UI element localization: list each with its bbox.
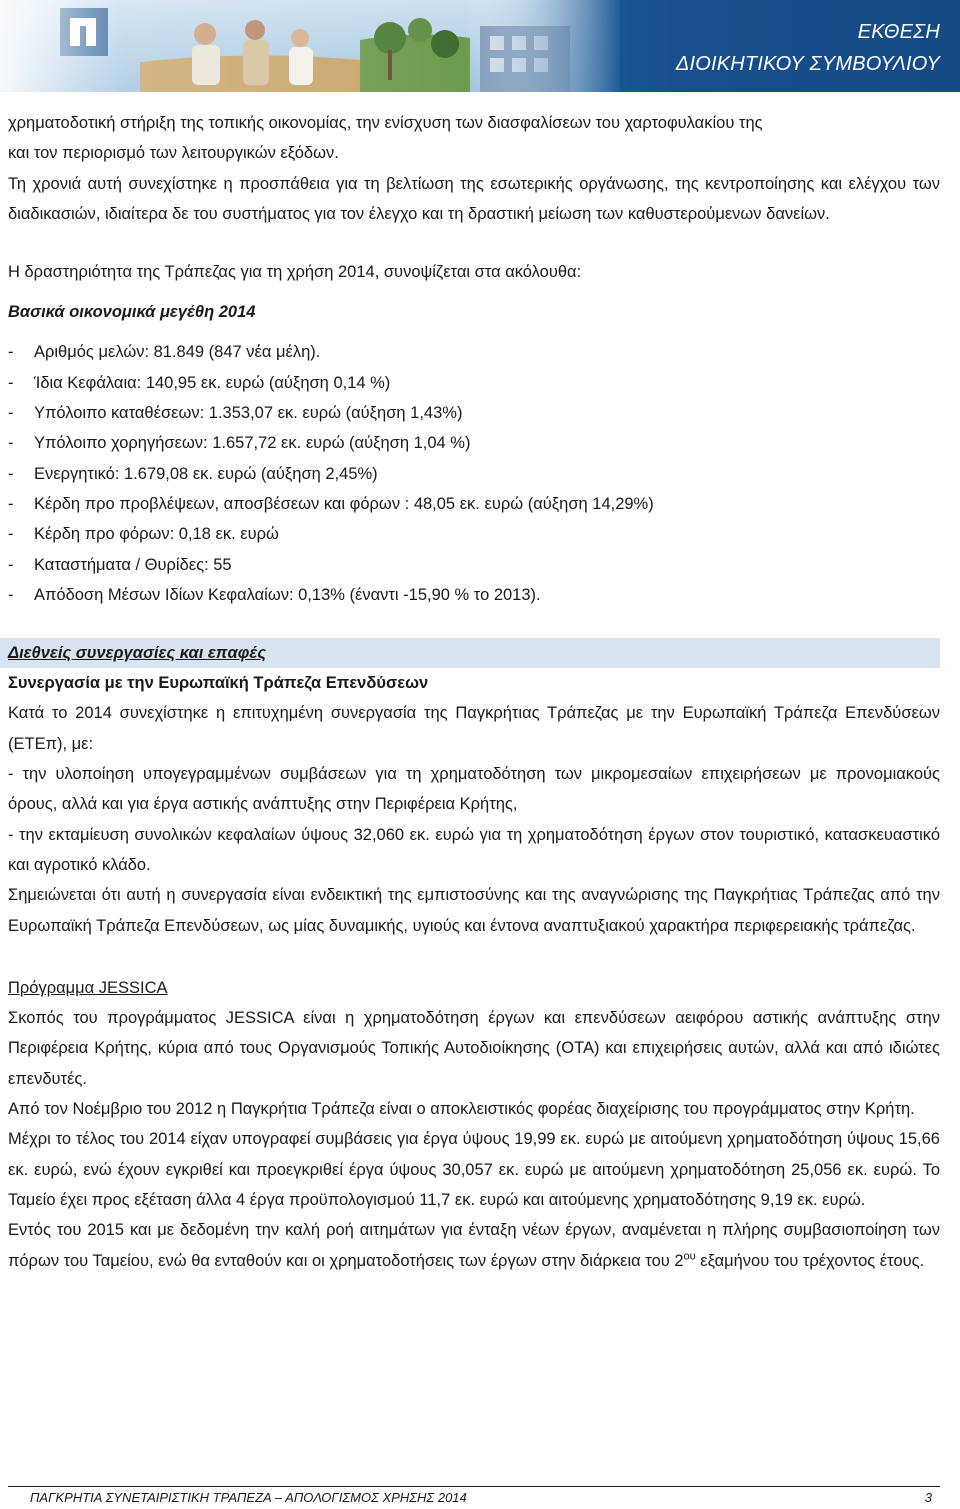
report-title-line1: ΕΚΘΕΣΗ	[857, 21, 940, 43]
bullet-dash: -	[8, 434, 14, 453]
bullet-dash: -	[8, 494, 14, 513]
bullet-dash: -	[8, 555, 14, 574]
intro-line-2: και τον περιορισμό των λειτουργικών εξόδων.	[8, 144, 339, 163]
list-item: - Αριθμός μελών: 81.849 (847 νέα μέλη).	[8, 337, 940, 367]
header-banner	[0, 0, 960, 92]
eib-paragraph-4: Σημειώνεται ότι αυτή η συνεργασία είναι ενδεικτική της εμπιστοσύνης και της αναγνώρισης της Παγκρήτιας Τράπεζας από την Ευρωπαϊκή Τράπεζα Επενδύσεων, ως μίας δυναμικής, υγιούς και έντονα αναπτυξιακού χαρακτήρα περιφερειακής τράπεζας.	[8, 886, 940, 935]
page-number: 3	[924, 1490, 932, 1505]
page-footer	[8, 1486, 940, 1509]
bullet-dash: -	[8, 525, 14, 544]
intro-paragraph-2: Τη χρονιά αυτή συνεχίστηκε η προσπάθεια για τη βελτίωση της εσωτερικής οργάνωσης, της κεντροποίησης και ελέγχου των διαδικασιών, ιδιαίτερα δε του συστήματος για τον έλεγχο και τη δραστική μείωση των καθυστερούμενων δανείων.	[8, 174, 940, 223]
jessica-paragraph-1: Σκοπός του προγράμματος JESSICA είναι η χρηματοδότηση έργων και επενδύσεων αειφόρου αστικής ανάπτυξης στην Περιφέρεια Κρήτης, κύρια από τους Οργανισμούς Τοπικής Αυτοδιοίκησης (ΟΤΑ) και επιχειρήσεις αυτών, αλλά και από ιδιώτες επενδυτές.	[8, 1009, 940, 1088]
bullet-dash: -	[8, 373, 14, 392]
list-item: - Κέρδη προ φόρων: 0,18 εκ. ευρώ	[8, 519, 940, 549]
eib-paragraph-2: - την υλοποίηση υπογεγραμμένων συμβάσεων για τη χρηματοδότηση των μικρομεσαίων επιχειρήσεων με προνομιακούς όρους, αλλά και για έργα αστικής ανάπτυξης στην Περιφέρεια Κρήτης,	[8, 765, 940, 814]
footer-text: ΠΑΓΚΡΗΤΙΑ ΣΥΝΕΤΑΙΡΙΣΤΙΚΗ ΤΡΑΠΕΖΑ – ΑΠΟΛΟΓΙΣΜΟΣ ΧΡΗΣΗΣ 2014	[30, 1490, 467, 1505]
financials-heading: Βασικά οικονομικά μεγέθη 2014	[8, 303, 256, 322]
header-photo-collage	[0, 0, 620, 92]
activity-intro: Η δραστηριότητα της Τράπεζας για τη χρήση 2014, συνοψίζεται στα ακόλουθα:	[8, 263, 582, 282]
jessica-paragraph-2: Από τον Νοέμβριο του 2012 η Παγκρήτια Τράπεζα είναι ο αποκλειστικός φορέας διαχείρισης του προγράμματος στην Κρήτη.	[8, 1100, 915, 1119]
list-item: - Ενεργητικό: 1.679,08 εκ. ευρώ (αύξηση 2,45%)	[8, 459, 940, 489]
list-item: - Καταστήματα / Θυρίδες: 55	[8, 550, 940, 580]
eib-paragraph-1: Κατά το 2014 συνεχίστηκε η επιτυχημένη συνεργασία της Παγκρήτιας Τράπεζας με την Ευρωπαϊκή Τράπεζα Επενδύσεων (ΕΤΕπ), με:	[8, 704, 940, 753]
document-body	[8, 108, 940, 1276]
jessica-paragraph-4: Εντός του 2015 και με δεδομένη την καλή ροή αιτημάτων για ένταξη νέων έργων, αναμένεται η πλήρης συμβασιοποίηση των πόρων του Ταμείου, ενώ θα ενταθούν και οι χρηματοδοτήσεις των έργων στην διάρκεια του $2^{o\upsilon}$ εξαμήνου του τρέχοντος έτους.	[8, 1221, 940, 1270]
international-section-title: Διεθνείς συνεργασίες και επαφές	[0, 638, 940, 668]
list-item: - Απόδοση Μέσων Ιδίων Κεφαλαίων: 0,13% (έναντι -15,90 % το 2013).	[8, 580, 940, 610]
financials-list	[8, 337, 940, 610]
bullet-dash: -	[8, 404, 14, 423]
list-item: - Ίδια Κεφάλαια: 140,95 εκ. ευρώ (αύξηση 0,14 %)	[8, 368, 940, 398]
list-item: - Υπόλοιπο χορηγήσεων: 1.657,72 εκ. ευρώ (αύξηση 1,04 %)	[8, 428, 940, 458]
bullet-dash: -	[8, 585, 14, 604]
bullet-dash: -	[8, 464, 14, 483]
jessica-title: Πρόγραμμα JESSICA	[8, 978, 168, 997]
report-title	[676, 16, 940, 80]
ordinal-superscript: ου	[683, 1250, 696, 1262]
eib-paragraph-3: - την εκταμίευση συνολικών κεφαλαίων ύψους 32,060 εκ. ευρώ για τη χρηματοδότηση έργων στον τουριστικό, κατασκευαστικό και αγροτικό κλάδο.	[8, 825, 940, 874]
jessica-paragraph-3: Μέχρι το τέλος του 2014 είχαν υπογραφεί συμβάσεις για έργα ύψους 19,99 εκ. ευρώ με αιτούμενη χρηματοδότηση ύψους 15,66 εκ. ευρώ, ενώ έχουν εγκριθεί και προεγκριθεί έργα ύψους 30,057 εκ. ευρώ με αιτούμενη χρηματοδότηση 25,056 εκ. ευρώ. Το Ταμείο έχει προς εξέταση άλλα 4 έργα προϋπολογισμού 11,7 εκ. ευρώ και αιτούμενης χρηματοδότησης 9,19 εκ. ευρώ.	[8, 1130, 940, 1209]
bullet-dash: -	[8, 343, 14, 362]
header-photo-image	[0, 0, 620, 92]
list-item: - Υπόλοιπο καταθέσεων: 1.353,07 εκ. ευρώ (αύξηση 1,43%)	[8, 398, 940, 428]
eib-heading: Συνεργασία με την Ευρωπαϊκή Τράπεζα Επενδύσεων	[8, 674, 429, 693]
report-title-line2: ΔΙΟΙΚΗΤΙΚΟΥ ΣΥΜΒΟΥΛΙΟΥ	[675, 53, 940, 75]
intro-line-1: χρηματοδοτική στήριξη της τοπικής οικονομίας, την ενίσχυση των διασφαλίσεων του χαρτοφυλακίου της	[8, 114, 763, 132]
list-item: - Κέρδη προ προβλέψεων, αποσβέσεων και φόρων : 48,05 εκ. ευρώ (αύξηση 14,29%)	[8, 489, 940, 519]
